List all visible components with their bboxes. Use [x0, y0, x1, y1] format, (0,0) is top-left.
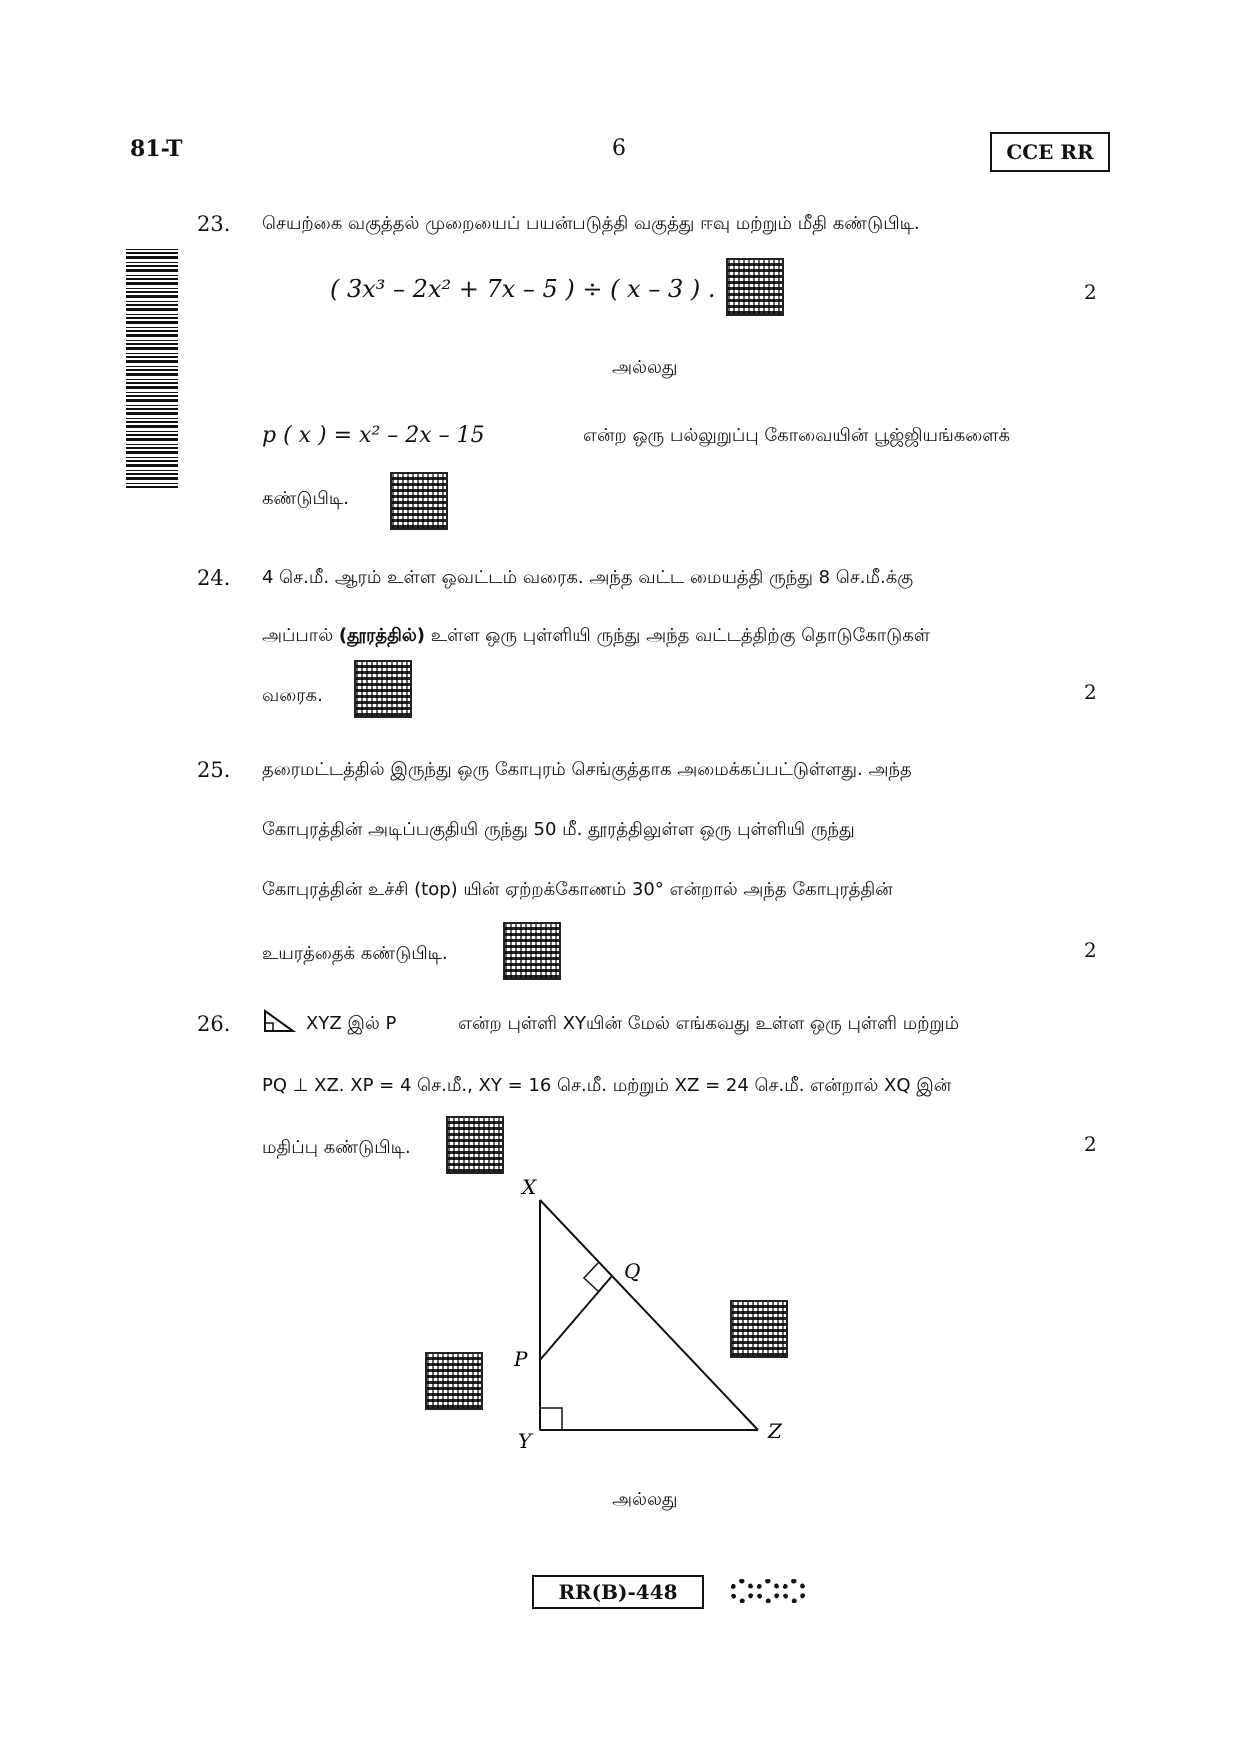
question-26-marks: 2 — [1084, 1132, 1097, 1156]
question-26-number: 26. — [197, 1012, 231, 1036]
question-24-line-1: 4 செ.மீ. ஆரம் உள்ள ஒவட்டம் வரைக. அந்த வட்ட மையத்தி ருந்து 8 செ.மீ.க்கு — [262, 567, 914, 588]
footer-code-box: RR(B)-448 — [532, 1575, 704, 1609]
qr-code-icon — [503, 922, 561, 980]
qr-code-icon — [354, 660, 412, 718]
gear-icon — [730, 1579, 754, 1603]
exam-type-box: CCE RR — [990, 132, 1110, 172]
page-number: 6 — [612, 136, 626, 161]
point-q-label: Q — [624, 1259, 641, 1283]
question-24-line-2a: அப்பால் — [262, 625, 334, 646]
qr-code-icon — [730, 1300, 788, 1358]
question-25-line-2: கோபுரத்தின் அடிப்பகுதியி ருந்து 50 மீ. தூரத்திலுள்ள ஒரு புள்ளியி ருந்து — [262, 819, 855, 840]
question-26-line-1b: என்ற புள்ளி XYயின் மேல் எங்கவது உள்ள ஒரு புள்ளி மற்றும் — [458, 1013, 960, 1034]
question-24-emphasis: (தூரத்தில்) — [338, 625, 426, 646]
question-23-text: செயற்கை வகுத்தல் முறையைப் பயன்படுத்தி வகுத்து ஈவு மற்றும் மீதி கண்டுபிடி. — [262, 213, 920, 234]
question-23-alt-text: என்ற ஒரு பல்லுறுப்பு கோவையின் பூஜ்ஜியங்களைக் — [583, 425, 1011, 446]
qr-code-icon — [726, 258, 784, 316]
question-24-number: 24. — [197, 566, 231, 590]
or-separator: அல்லது — [612, 357, 678, 378]
question-24-line-2 — [262, 624, 930, 648]
barcode-image — [126, 248, 178, 488]
vertex-x-label: X — [522, 1175, 537, 1199]
qr-code-icon — [446, 1116, 504, 1174]
or-separator-2: அல்லது — [612, 1489, 678, 1510]
question-25-line-4: உயரத்தைக் கண்டுபிடி. — [262, 943, 448, 964]
question-25-number: 25. — [197, 758, 231, 782]
question-25-line-1: தரைமட்டத்தில் இருந்து ஒரு கோபுரம் செங்குத்தாக அமைக்கப்பட்டுள்ளது. அந்த — [262, 759, 912, 780]
question-23-number: 23. — [197, 212, 231, 236]
question-25-marks: 2 — [1084, 938, 1097, 962]
question-26-line-2: PQ ⊥ XZ. XP = 4 செ.மீ., XY = 16 செ.மீ. மற்றும் XZ = 24 செ.மீ. என்றால் XQ இன் — [262, 1075, 952, 1096]
question-23-alt-text-2: கண்டுபிடி. — [262, 488, 349, 509]
triangle-icon — [262, 1008, 296, 1034]
paper-code: 81-T — [130, 136, 183, 162]
gear-icon — [782, 1579, 806, 1603]
qr-code-icon — [390, 472, 448, 530]
question-23-marks: 2 — [1084, 280, 1097, 304]
question-23-expression: ( 3x³ – 2x² + 7x – 5 ) ÷ ( x – 3 ) . — [330, 275, 716, 303]
vertex-y-label: Y — [518, 1429, 532, 1453]
question-24-line-2b: உள்ள ஒரு புள்ளியி ருந்து அந்த வட்டத்திற்கு தொடுகோடுகள் — [430, 625, 931, 646]
question-25-line-3: கோபுரத்தின் உச்சி (top) யின் ஏற்றக்கோணம் 30° என்றால் அந்த கோபுரத்தின் — [262, 879, 893, 900]
gear-icon — [756, 1579, 780, 1603]
question-24-marks: 2 — [1084, 680, 1097, 704]
qr-code-icon — [425, 1352, 483, 1410]
question-24-line-3: வரைக. — [262, 685, 323, 706]
point-p-label: P — [514, 1347, 528, 1371]
question-26-line-1a: XYZ இல் P — [306, 1013, 397, 1034]
question-23-alt-expression: p ( x ) = x² – 2x – 15 — [262, 423, 485, 448]
vertex-z-label: Z — [768, 1419, 782, 1443]
question-26-line-3: மதிப்பு கண்டுபிடி. — [262, 1137, 411, 1158]
